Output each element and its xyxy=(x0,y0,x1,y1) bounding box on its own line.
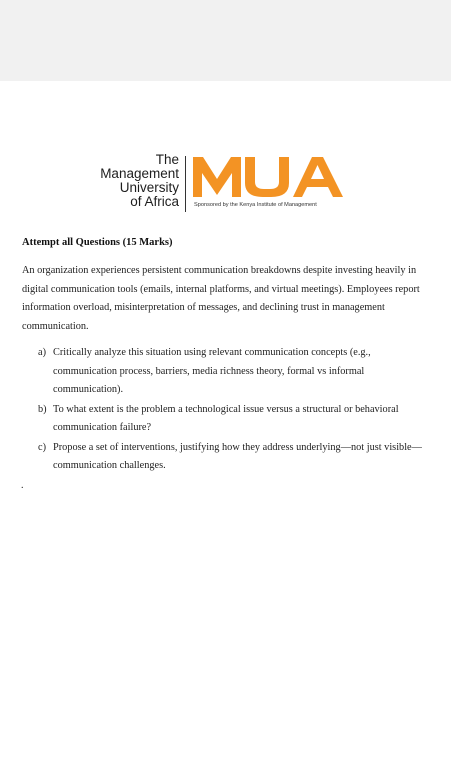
sponsor-line: Sponsored by the Kenya Institute of Management xyxy=(194,202,317,208)
question-text: To what extent is the problem a technological issue versus a structural or behavioral communication failure? xyxy=(53,403,399,433)
question-text: Critically analyze this situation using relevant communication concepts (e.g., communication process, barriers, media richness theory, formal vs informal communication). xyxy=(53,347,371,395)
top-bar xyxy=(0,0,451,81)
question-label: c) xyxy=(38,441,46,453)
instructions-heading: Attempt all Questions (15 Marks) xyxy=(22,237,173,248)
logo-letter-u xyxy=(245,157,289,197)
question-label: b) xyxy=(38,403,47,415)
stray-mark: . xyxy=(21,480,24,491)
question-label: a) xyxy=(38,347,46,358)
university-name xyxy=(100,153,179,209)
document-page xyxy=(0,81,451,768)
university-name-line: Management xyxy=(100,166,179,181)
mua-logo xyxy=(193,157,343,197)
question-text: Propose a set of interventions, justifying how they address underlying—not just visible—communication challenges. xyxy=(53,441,422,471)
university-name-line: The xyxy=(155,152,179,167)
question-item xyxy=(38,439,436,476)
case-scenario: An organization experiences persistent communication breakdowns despite investing heavily in digital communication tools (emails, internal platforms, and virtual meetings). Employees report information overload, misinterpretation of messages, and declining trust in management communication. xyxy=(22,265,420,332)
university-name-line: University xyxy=(119,180,179,195)
question-item xyxy=(38,344,436,400)
university-name-line: of Africa xyxy=(130,194,179,209)
logo-divider xyxy=(185,156,186,212)
logo-letter-m xyxy=(193,157,241,197)
question-item xyxy=(38,401,436,438)
question-list xyxy=(38,344,436,477)
